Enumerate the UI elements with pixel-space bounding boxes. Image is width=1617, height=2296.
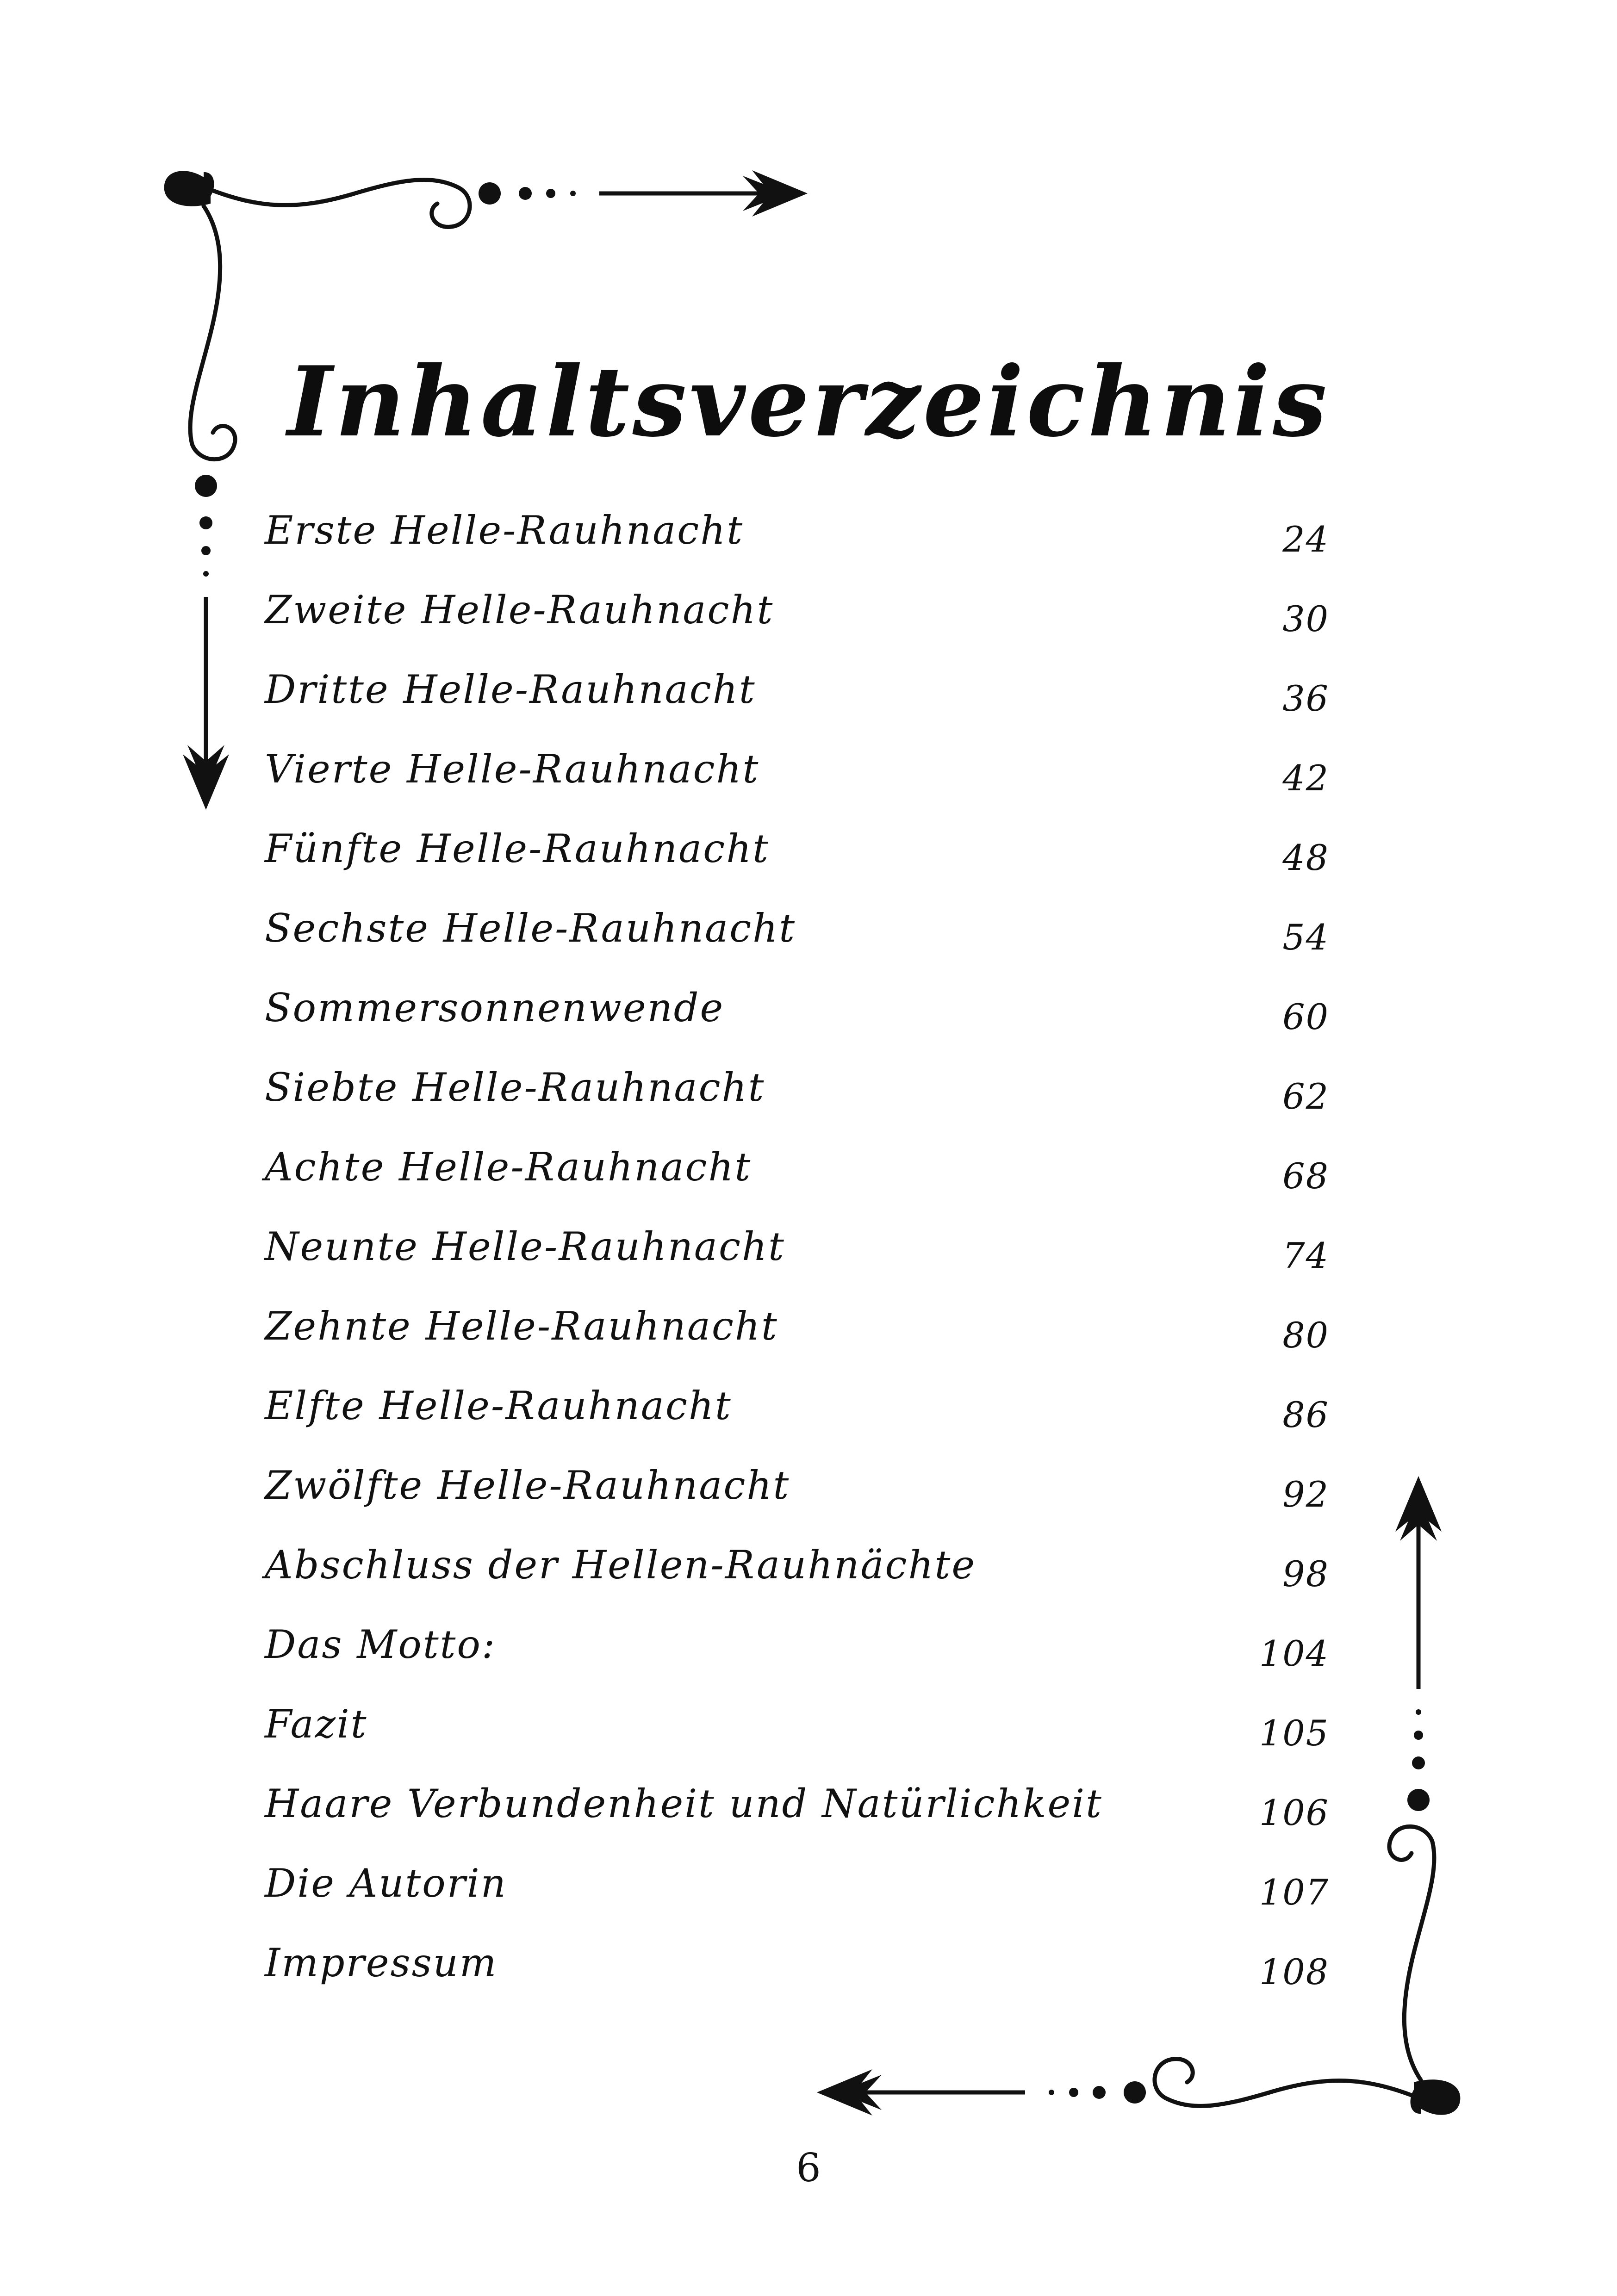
toc-entry-label: Haare Verbundenheit und Natürlichkeit [265,1781,1103,1826]
swirl-vertical [1389,1826,1434,2080]
toc-entry-page: 92 [1282,1473,1329,1515]
toc-entry-label: Zwölfte Helle-Rauhnacht [265,1463,790,1508]
toc-entry-page: 60 [1282,996,1329,1037]
toc-entry-label: Das Motto: [265,1622,497,1667]
toc-entry-page: 106 [1259,1792,1329,1833]
toc-entry[interactable] [265,1366,1329,1446]
page-number: 6 [796,2145,821,2191]
table-of-contents [265,490,1329,2003]
arrow-down-icon [183,754,229,810]
swirl-horizontal [1155,2059,1414,2106]
toc-entry[interactable] [265,490,1329,570]
toc-entry-page: 108 [1259,1951,1329,1992]
toc-entry[interactable] [265,650,1329,729]
arrow-up-icon [1395,1476,1442,1532]
toc-entry-page: 48 [1282,837,1329,878]
page-title: Inhaltsverzeichnis [287,346,1330,459]
toc-entry-label: Fazit [265,1701,368,1747]
toc-entry-label: Zehnte Helle-Rauhnacht [265,1303,778,1349]
toc-entry-label: Zweite Helle-Rauhnacht [265,587,774,633]
toc-entry-page: 98 [1282,1553,1329,1595]
toc-entry[interactable] [265,1446,1329,1525]
toc-entry-label: Fünfte Helle-Rauhnacht [265,826,770,871]
toc-entry-page: 86 [1282,1394,1329,1435]
toc-entry[interactable] [265,1605,1329,1684]
toc-entry-page: 74 [1282,1235,1329,1276]
arrow-left-icon [817,2069,872,2116]
toc-entry[interactable] [265,1048,1329,1127]
toc-entry[interactable] [265,1923,1329,2003]
toc-entry-label: Vierte Helle-Rauhnacht [265,746,760,792]
toc-entry[interactable] [265,729,1329,809]
toc-entry[interactable] [265,1525,1329,1605]
toc-entry[interactable] [265,968,1329,1048]
toc-entry[interactable] [265,1764,1329,1843]
toc-entry[interactable] [265,1127,1329,1207]
toc-entry-label: Impressum [265,1940,498,1986]
toc-entry-page: 107 [1259,1871,1329,1913]
toc-entry-label: Achte Helle-Rauhnacht [265,1144,752,1190]
toc-entry-page: 54 [1282,916,1329,958]
toc-entry-page: 36 [1282,677,1329,719]
toc-entry-page: 80 [1282,1314,1329,1356]
toc-entry-label: Erste Helle-Rauhnacht [265,508,744,553]
toc-entry[interactable] [265,1843,1329,1923]
toc-entry-page: 68 [1282,1155,1329,1197]
toc-entry[interactable] [265,1286,1329,1366]
toc-entry[interactable] [265,570,1329,650]
toc-entry-page: 24 [1282,518,1329,560]
heart-icon [1414,2079,1460,2115]
toc-entry[interactable] [265,1684,1329,1764]
heart-icon [164,171,211,206]
toc-entry-label: Dritte Helle-Rauhnacht [265,667,756,712]
toc-entry-page: 104 [1259,1632,1329,1674]
toc-entry-label: Neunte Helle-Rauhnacht [265,1224,785,1269]
toc-entry-label: Die Autorin [265,1861,507,1906]
toc-entry-label: Siebte Helle-Rauhnacht [265,1065,765,1110]
toc-entry[interactable] [265,888,1329,968]
toc-entry-label: Sommersonnenwende [265,985,725,1030]
toc-entry[interactable] [265,1207,1329,1286]
swirl-horizontal [211,180,470,227]
toc-entry-page: 30 [1282,598,1329,639]
toc-entry-label: Sechste Helle-Rauhnacht [265,906,796,951]
arrow-right-icon [752,170,808,217]
toc-entry[interactable] [265,809,1329,888]
toc-entry-label: Elfte Helle-Rauhnacht [265,1383,732,1428]
toc-entry-label: Abschluss der Hellen-Rauhnächte [265,1542,976,1588]
toc-entry-page: 42 [1282,757,1329,799]
toc-entry-page: 105 [1259,1712,1329,1754]
toc-entry-page: 62 [1282,1075,1329,1117]
